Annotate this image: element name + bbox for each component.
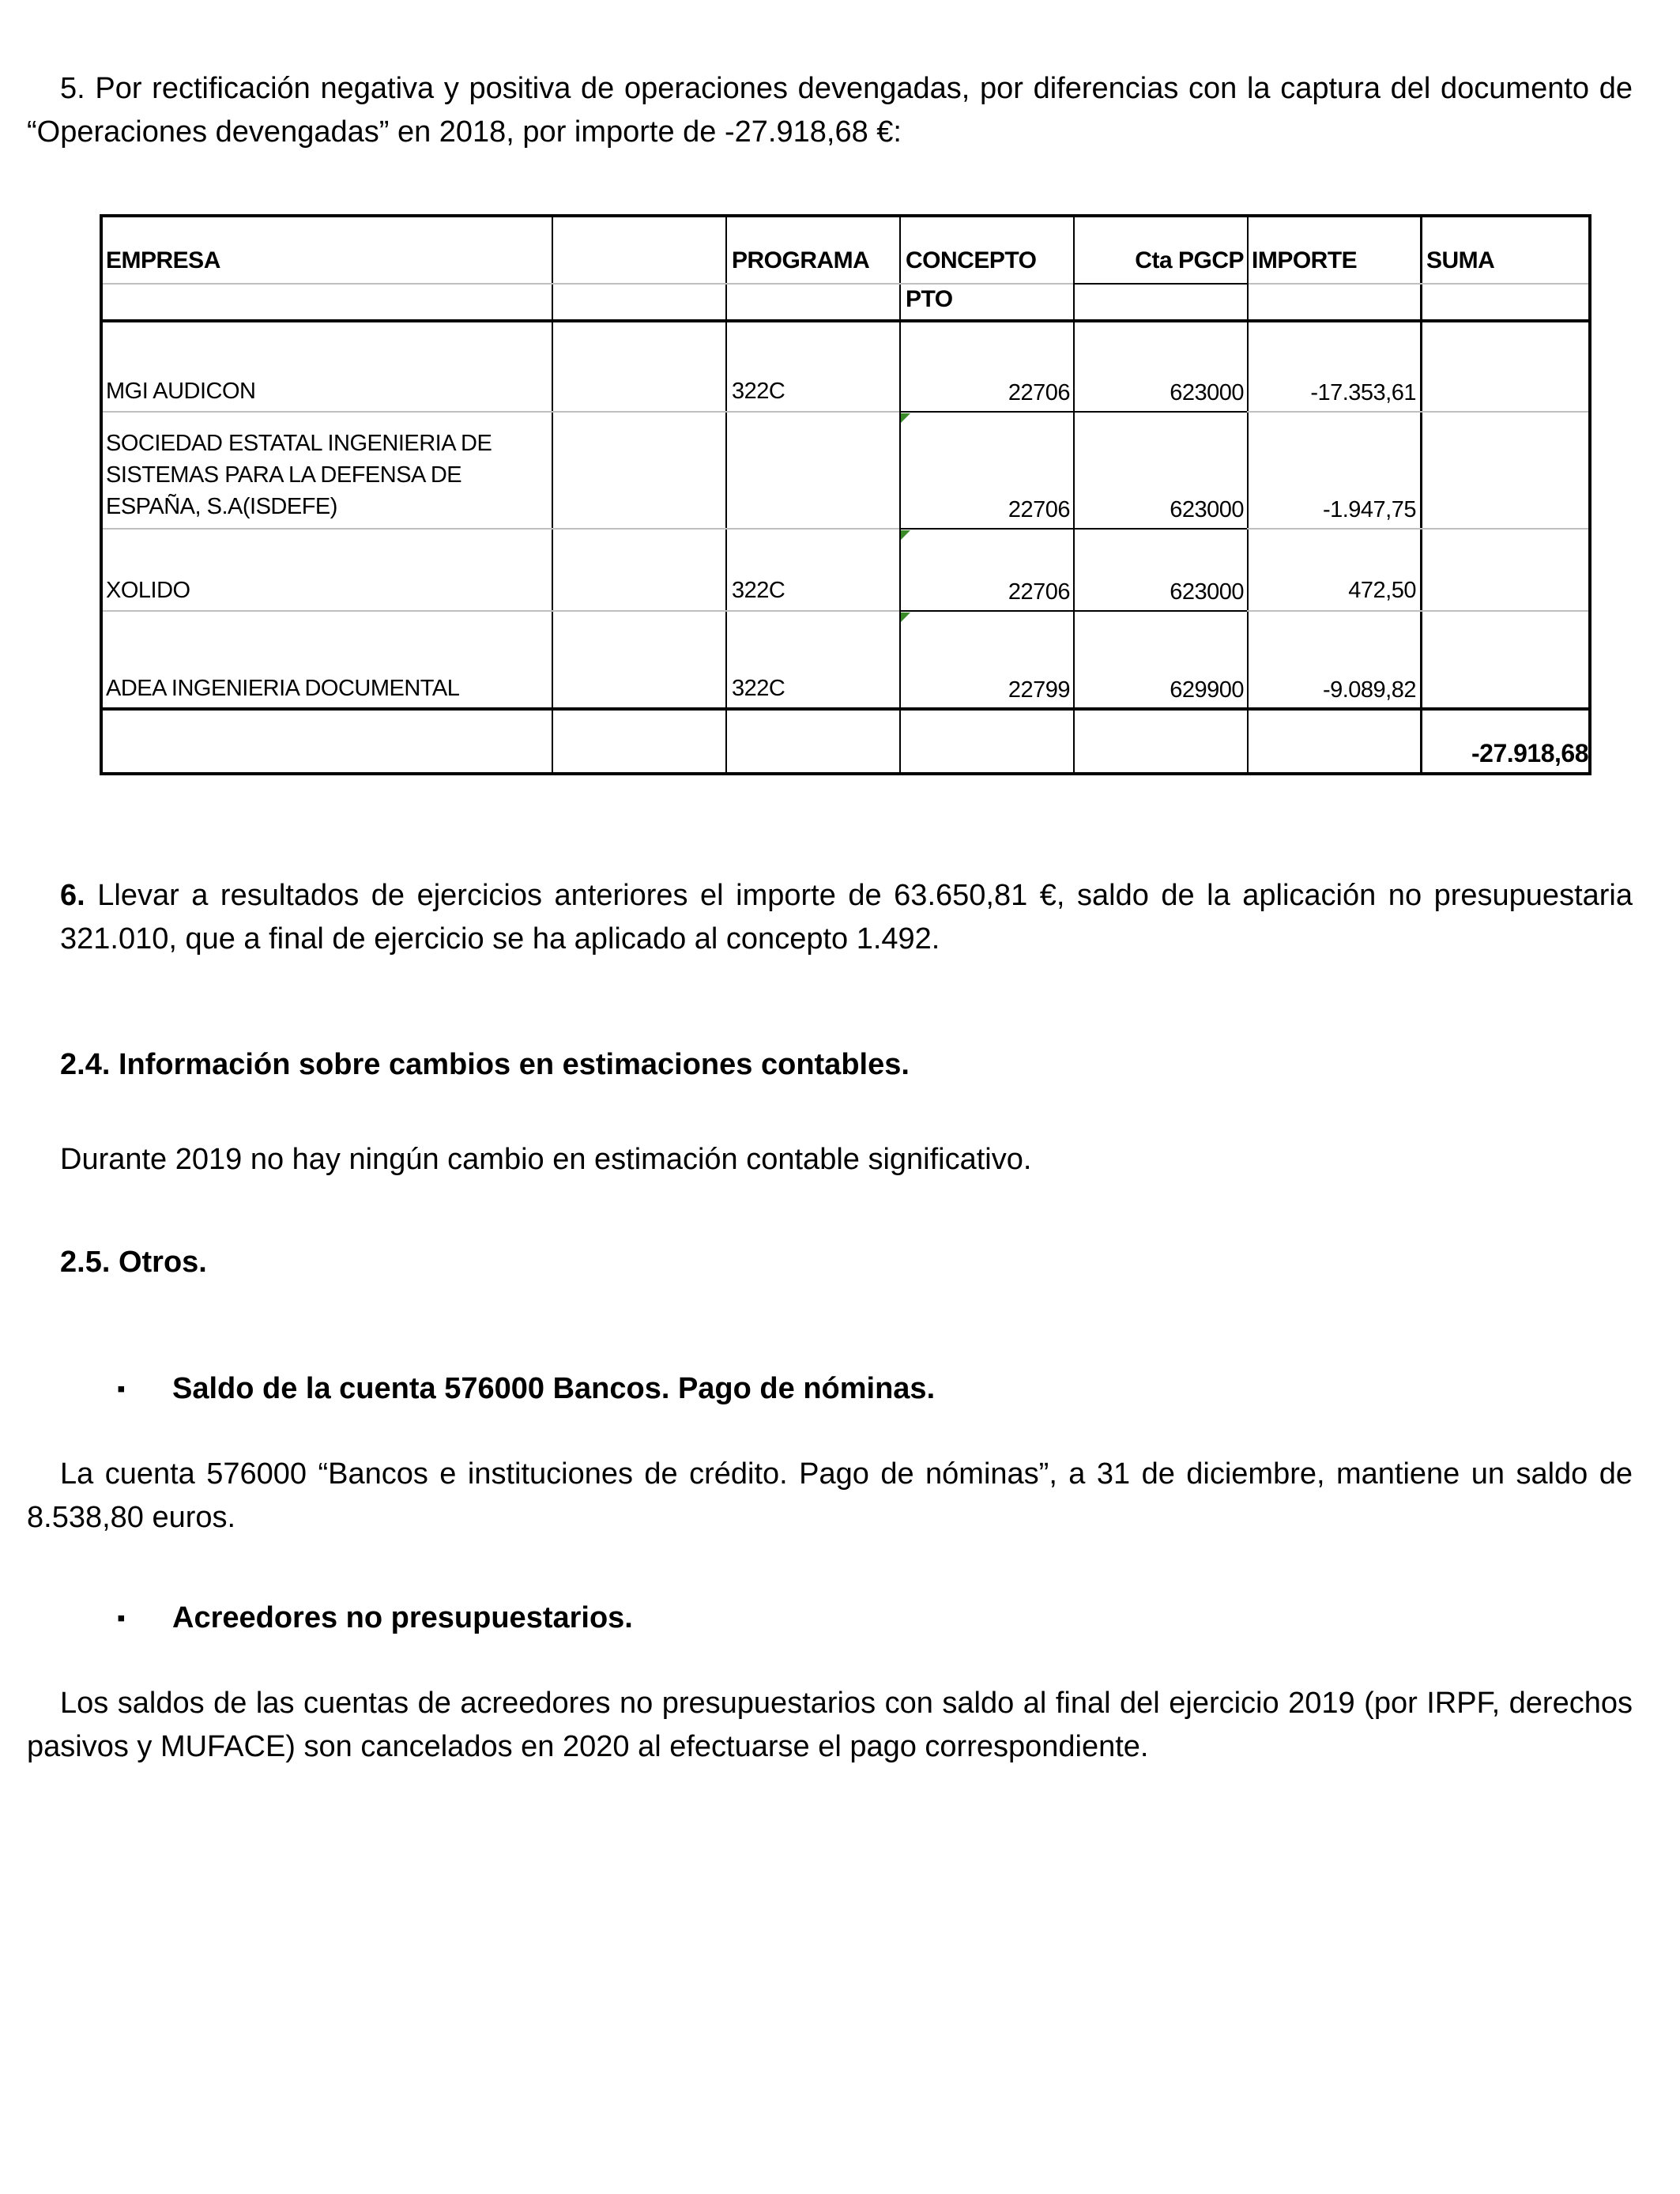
cell-marker-icon	[901, 613, 910, 622]
bullet1-body: La cuenta 576000 “Bancos e instituciones de crédito. Pago de nóminas”, a 31 de diciembre, mantiene un saldo de 8.538,80 euros.	[27, 1457, 1633, 1534]
row2-cta: 623000	[1170, 497, 1244, 522]
item6-text: Llevar a resultados de ejercicios anteriores el importe de 63.650,81 €, saldo de la aplicación no presupuestaria 321.010, que a final de ejercicio se ha aplicado al concepto 1.492.	[60, 879, 1633, 956]
row3-empresa: XOLIDO	[106, 578, 190, 603]
row-separator	[899, 528, 1247, 530]
header-suma: SUMA	[1426, 247, 1495, 273]
header-concepto-pto: PTO	[906, 286, 953, 312]
row1-concepto: 22706	[1008, 380, 1070, 405]
header-cta-pgcp: Cta PGCP	[1135, 247, 1244, 273]
item5-number: 5	[60, 72, 77, 105]
bullet-square-icon: ▪	[117, 1376, 126, 1402]
bullet2-body: Los saldos de las cuentas de acreedores no presupuestarios con saldo al final del ejercicio 2019 (por IRPF, derechos pasivos y MUFACE) son cancelados en 2020 al efectuarse el pago correspondiente.	[27, 1687, 1633, 1763]
row3-programa: 322C	[732, 578, 785, 603]
row-separator	[899, 610, 1247, 612]
col-divider	[1247, 217, 1249, 772]
row3-concepto: 22706	[1008, 579, 1070, 605]
operaciones-table	[100, 214, 1591, 775]
cta-underline	[1073, 283, 1249, 285]
row1-importe: -17.353,61	[1310, 380, 1416, 405]
bullet2-title: Acreedores no presupuestarios.	[172, 1601, 633, 1634]
row1-cta: 623000	[1170, 380, 1244, 405]
col-divider	[1073, 217, 1075, 772]
row-separator	[103, 528, 1588, 530]
item5-paragraph	[27, 67, 1633, 154]
header-subline	[103, 283, 1588, 285]
total-suma: -27.918,68	[1471, 739, 1588, 767]
bullet1-title: Saldo de la cuenta 576000 Bancos. Pago de nóminas.	[172, 1372, 936, 1405]
col-divider	[899, 217, 901, 772]
header-concepto: CONCEPTO	[906, 247, 1037, 273]
row4-importe: -9.089,82	[1322, 677, 1416, 703]
header-programa: PROGRAMA	[732, 247, 870, 273]
row-separator	[103, 411, 1588, 413]
row1-empresa: MGI AUDICON	[106, 379, 256, 404]
header-bottom-border	[103, 319, 1588, 322]
section-2-4-body: Durante 2019 no hay ningún cambio en estimación contable significativo.	[60, 1143, 1032, 1176]
row2-concepto: 22706	[1008, 497, 1070, 522]
section-2-5-title: 2.5. Otros.	[60, 1246, 207, 1279]
header-empresa: EMPRESA	[106, 247, 220, 273]
col-divider	[725, 217, 727, 772]
section-2-4-title: 2.4. Información sobre cambios en estimaciones contables.	[60, 1048, 910, 1081]
bullet-square-icon: ▪	[117, 1605, 126, 1631]
col-divider	[1420, 217, 1422, 772]
row1-programa: 322C	[732, 379, 785, 404]
row-separator	[899, 411, 1247, 413]
row4-cta: 629900	[1170, 677, 1244, 703]
cell-marker-icon	[901, 413, 910, 423]
row2-empresa-line2: SISTEMAS PARA LA DEFENSA DE	[106, 462, 462, 488]
col-divider	[552, 217, 553, 772]
row4-empresa: ADEA INGENIERIA DOCUMENTAL	[106, 676, 460, 701]
row2-importe: -1.947,75	[1322, 497, 1416, 522]
row3-cta: 623000	[1170, 579, 1244, 605]
row-separator	[103, 610, 1588, 612]
total-top-border	[103, 707, 1588, 711]
row2-empresa-line3: ESPAÑA, S.A(ISDEFE)	[106, 494, 337, 519]
row2-empresa-line1: SOCIEDAD ESTATAL INGENIERIA DE	[106, 431, 492, 456]
cell-marker-icon	[901, 530, 910, 540]
row3-importe: 472,50	[1348, 578, 1416, 603]
item6-number: 6.	[60, 879, 85, 912]
header-importe: IMPORTE	[1252, 247, 1358, 273]
row4-programa: 322C	[732, 676, 785, 701]
item6-paragraph	[60, 874, 1633, 961]
item5-text: . Por rectificación negativa y positiva de operaciones devengadas, por diferencias con la captura del documento de “Operaciones devengadas” en 2018, por importe de -27.918,68 €:	[27, 72, 1633, 149]
row4-concepto: 22799	[1008, 677, 1070, 703]
